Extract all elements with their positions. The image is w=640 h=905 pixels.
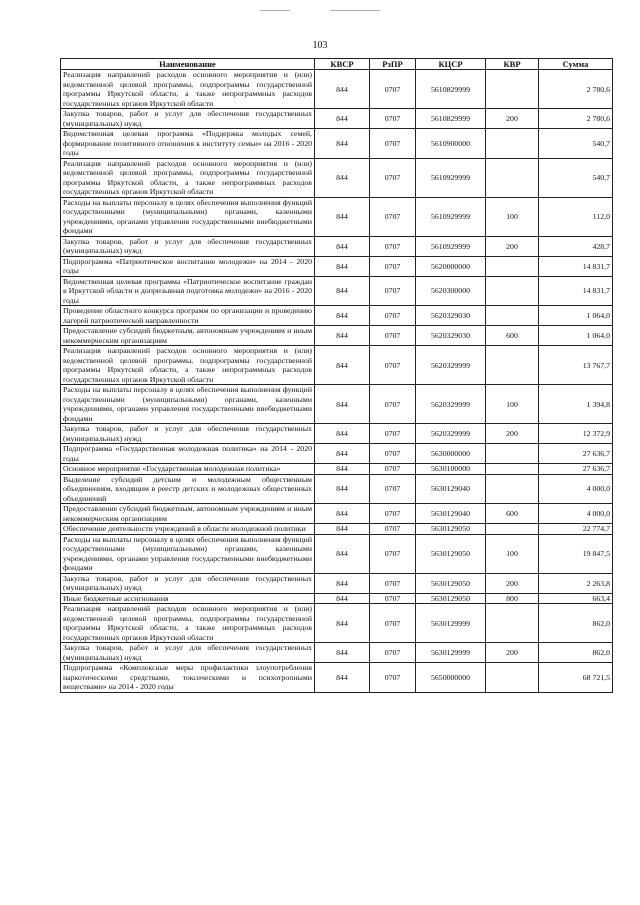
rzpr-cell: 0707 xyxy=(370,276,416,306)
rzpr-cell: 0707 xyxy=(370,663,416,693)
table-row xyxy=(61,604,613,643)
sum-cell: 428,7 xyxy=(539,236,613,256)
sum-cell: 14 831,7 xyxy=(539,276,613,306)
rzpr-cell: 0707 xyxy=(370,70,416,109)
table-header-row xyxy=(61,59,613,70)
rzpr-cell: 0707 xyxy=(370,593,416,604)
kvsr-cell: 844 xyxy=(315,504,370,524)
column-header-kvr: КВР xyxy=(486,59,539,70)
table-row xyxy=(61,256,613,276)
kvr-cell xyxy=(486,129,539,159)
kcsr-cell: 5610929999 xyxy=(416,158,486,197)
kvr-cell xyxy=(486,464,539,475)
sum-cell: 4 000,0 xyxy=(539,474,613,504)
name-cell: Расходы на выплаты персоналу в целях обеспечения выполнения функций государственными (муниципальными) органами, казенными учреждениями, органами управления государственными внебюджетными фондами xyxy=(61,534,315,573)
table-row xyxy=(61,573,613,593)
kcsr-cell: 5620000000 xyxy=(416,256,486,276)
rzpr-cell: 0707 xyxy=(370,604,416,643)
kvsr-cell: 844 xyxy=(315,604,370,643)
name-cell: Проведение областного конкурса программ по организации и проведению лагерей патриотической направленности xyxy=(61,306,315,326)
sum-cell: 27 636,7 xyxy=(539,464,613,475)
kcsr-cell: 5630129040 xyxy=(416,504,486,524)
kvsr-cell: 844 xyxy=(315,643,370,663)
table-row xyxy=(61,70,613,109)
kvr-cell xyxy=(486,474,539,504)
rzpr-cell: 0707 xyxy=(370,573,416,593)
kvr-cell xyxy=(486,70,539,109)
rzpr-cell: 0707 xyxy=(370,524,416,535)
sum-cell: 2 263,8 xyxy=(539,573,613,593)
kvsr-cell: 844 xyxy=(315,326,370,346)
rzpr-cell: 0707 xyxy=(370,643,416,663)
kcsr-cell: 5650000000 xyxy=(416,663,486,693)
sum-cell: 663,4 xyxy=(539,593,613,604)
kcsr-cell: 5610900000 xyxy=(416,129,486,159)
kcsr-cell: 5610929999 xyxy=(416,236,486,256)
kvsr-cell: 844 xyxy=(315,70,370,109)
kvsr-cell: 844 xyxy=(315,593,370,604)
kvr-cell: 600 xyxy=(486,326,539,346)
rzpr-cell: 0707 xyxy=(370,385,416,424)
table-row xyxy=(61,326,613,346)
rzpr-cell: 0707 xyxy=(370,346,416,385)
kcsr-cell: 5610829999 xyxy=(416,109,486,129)
kvr-cell xyxy=(486,346,539,385)
kvr-cell xyxy=(486,663,539,693)
table-row xyxy=(61,534,613,573)
kvr-cell xyxy=(486,158,539,197)
sum-cell: 862,0 xyxy=(539,643,613,663)
kvr-cell xyxy=(486,256,539,276)
kvr-cell xyxy=(486,444,539,464)
sum-cell: 27 636,7 xyxy=(539,444,613,464)
table-row xyxy=(61,197,613,236)
sum-cell: 14 831,7 xyxy=(539,256,613,276)
sum-cell: 1 064,0 xyxy=(539,306,613,326)
name-cell: Подпрограмма «Патриотическое воспитание молодежи» на 2014 - 2020 годы xyxy=(61,256,315,276)
sum-cell: 1 064,0 xyxy=(539,326,613,346)
name-cell: Реализация направлений расходов основного мероприятия и (или) ведомственной целевой программы, подпрограммы государственной программы Иркутской области, а также непрограммных расходов государственных органов Иркутской области xyxy=(61,70,315,109)
kvsr-cell: 844 xyxy=(315,306,370,326)
table-row xyxy=(61,276,613,306)
sum-cell: 862,0 xyxy=(539,604,613,643)
kvsr-cell: 844 xyxy=(315,346,370,385)
table-row xyxy=(61,464,613,475)
kvr-cell: 800 xyxy=(486,593,539,604)
rzpr-cell: 0707 xyxy=(370,326,416,346)
kvsr-cell: 844 xyxy=(315,109,370,129)
name-cell: Предоставление субсидий бюджетным, автономным учреждениям и иным некоммерческим организациям xyxy=(61,326,315,346)
kcsr-cell: 5620329030 xyxy=(416,326,486,346)
table-row xyxy=(61,444,613,464)
table-row xyxy=(61,129,613,159)
kvsr-cell: 844 xyxy=(315,256,370,276)
kcsr-cell: 5630129050 xyxy=(416,573,486,593)
rzpr-cell: 0707 xyxy=(370,109,416,129)
name-cell: Предоставление субсидий бюджетным, автономным учреждениям и иным некоммерческим организациям xyxy=(61,504,315,524)
kvsr-cell: 844 xyxy=(315,444,370,464)
kvr-cell: 100 xyxy=(486,385,539,424)
kcsr-cell: 5620329999 xyxy=(416,424,486,444)
budget-table xyxy=(60,58,613,693)
kvsr-cell: 844 xyxy=(315,158,370,197)
kvsr-cell: 844 xyxy=(315,534,370,573)
name-cell: Реализация направлений расходов основного мероприятия и (или) ведомственной целевой программы, подпрограммы государственной программы Иркутской области, а также непрограммных расходов государственных органов Иркутской области xyxy=(61,158,315,197)
kvsr-cell: 844 xyxy=(315,524,370,535)
kcsr-cell: 5630129050 xyxy=(416,593,486,604)
rzpr-cell: 0707 xyxy=(370,424,416,444)
name-cell: Реализация направлений расходов основного мероприятия и (или) ведомственной целевой программы, подпрограммы государственной программы Иркутской области, а также непрограммных расходов государственных органов Иркутской области xyxy=(61,346,315,385)
column-header-kcsr: КЦСР xyxy=(416,59,486,70)
kvr-cell: 200 xyxy=(486,109,539,129)
name-cell: Закупка товаров, работ и услуг для обеспечения государственных (муниципальных) нужд xyxy=(61,236,315,256)
sum-cell: 13 767,7 xyxy=(539,346,613,385)
name-cell: Иные бюджетные ассигнования xyxy=(61,593,315,604)
rzpr-cell: 0707 xyxy=(370,504,416,524)
sum-cell: 4 000,0 xyxy=(539,504,613,524)
table-row xyxy=(61,643,613,663)
table-row xyxy=(61,109,613,129)
kvr-cell: 100 xyxy=(486,534,539,573)
rzpr-cell: 0707 xyxy=(370,534,416,573)
name-cell: Реализация направлений расходов основного мероприятия и (или) ведомственной целевой программы, подпрограммы государственной программы Иркутской области, а также непрограммных расходов государственных органов Иркутской области xyxy=(61,604,315,643)
kvr-cell: 100 xyxy=(486,197,539,236)
scan-artifact-line xyxy=(260,10,290,11)
table-row xyxy=(61,306,613,326)
kvsr-cell: 844 xyxy=(315,385,370,424)
name-cell: Закупка товаров, работ и услуг для обеспечения государственных (муниципальных) нужд xyxy=(61,424,315,444)
kcsr-cell: 5630129999 xyxy=(416,643,486,663)
rzpr-cell: 0707 xyxy=(370,197,416,236)
kcsr-cell: 5630100000 xyxy=(416,464,486,475)
kvsr-cell: 844 xyxy=(315,129,370,159)
rzpr-cell: 0707 xyxy=(370,474,416,504)
kvr-cell xyxy=(486,604,539,643)
kvr-cell xyxy=(486,276,539,306)
name-cell: Закупка товаров, работ и услуг для обеспечения государственных (муниципальных) нужд xyxy=(61,573,315,593)
sum-cell: 112,0 xyxy=(539,197,613,236)
table-row xyxy=(61,524,613,535)
kcsr-cell: 5620329999 xyxy=(416,385,486,424)
table-row xyxy=(61,346,613,385)
column-header-rzpr: РзПР xyxy=(370,59,416,70)
scan-artifact-line xyxy=(330,10,380,11)
sum-cell: 19 847,5 xyxy=(539,534,613,573)
kvr-cell: 200 xyxy=(486,573,539,593)
name-cell: Подпрограмма «Комплексные меры профилактики злоупотребления наркотическими средствами, токсическими и психотропными веществами» на 2014 - 2020 годы xyxy=(61,663,315,693)
table-row xyxy=(61,663,613,693)
kvsr-cell: 844 xyxy=(315,236,370,256)
kcsr-cell: 5620300000 xyxy=(416,276,486,306)
rzpr-cell: 0707 xyxy=(370,236,416,256)
sum-cell: 12 372,9 xyxy=(539,424,613,444)
kvr-cell: 200 xyxy=(486,236,539,256)
rzpr-cell: 0707 xyxy=(370,158,416,197)
table-body xyxy=(61,70,613,693)
table-row xyxy=(61,424,613,444)
table-row xyxy=(61,474,613,504)
table-row xyxy=(61,158,613,197)
kcsr-cell: 5630129050 xyxy=(416,524,486,535)
kvr-cell: 200 xyxy=(486,424,539,444)
kvsr-cell: 844 xyxy=(315,197,370,236)
kvsr-cell: 844 xyxy=(315,573,370,593)
kcsr-cell: 5620329030 xyxy=(416,306,486,326)
kcsr-cell: 5630129999 xyxy=(416,604,486,643)
kvsr-cell: 844 xyxy=(315,474,370,504)
name-cell: Закупка товаров, работ и услуг для обеспечения государственных (муниципальных) нужд xyxy=(61,109,315,129)
table-row xyxy=(61,385,613,424)
kcsr-cell: 5630129050 xyxy=(416,534,486,573)
kcsr-cell: 5620329999 xyxy=(416,346,486,385)
kcsr-cell: 5630000000 xyxy=(416,444,486,464)
sum-cell: 540,7 xyxy=(539,158,613,197)
sum-cell: 22 774,7 xyxy=(539,524,613,535)
kvr-cell xyxy=(486,306,539,326)
name-cell: Ведомственная целевая программа «Поддержка молодых семей, формирование позитивного отношения к институту семьи» на 2016 - 2020 годы xyxy=(61,129,315,159)
rzpr-cell: 0707 xyxy=(370,306,416,326)
sum-cell: 540,7 xyxy=(539,129,613,159)
kcsr-cell: 5610829999 xyxy=(416,70,486,109)
rzpr-cell: 0707 xyxy=(370,129,416,159)
table-row xyxy=(61,593,613,604)
name-cell: Закупка товаров, работ и услуг для обеспечения государственных (муниципальных) нужд xyxy=(61,643,315,663)
column-header-kvsr: КВСР xyxy=(315,59,370,70)
sum-cell: 2 780,6 xyxy=(539,70,613,109)
page-number: 103 xyxy=(312,40,328,51)
sum-cell: 68 721,5 xyxy=(539,663,613,693)
kvr-cell xyxy=(486,524,539,535)
name-cell: Выделение субсидий детским и молодежным общественным объединениям, входящим в реестр детских и молодежных общественных объединений xyxy=(61,474,315,504)
sum-cell: 2 780,6 xyxy=(539,109,613,129)
name-cell: Подпрограмма «Государственная молодежная политика» на 2014 - 2020 годы xyxy=(61,444,315,464)
rzpr-cell: 0707 xyxy=(370,256,416,276)
kcsr-cell: 5630129040 xyxy=(416,474,486,504)
name-cell: Расходы на выплаты персоналу в целях обеспечения выполнения функций государственными (муниципальными) органами, казенными учреждениями, органами управления государственными внебюджетными фондами xyxy=(61,385,315,424)
table-row xyxy=(61,504,613,524)
kvr-cell: 600 xyxy=(486,504,539,524)
table-row xyxy=(61,236,613,256)
rzpr-cell: 0707 xyxy=(370,464,416,475)
kvsr-cell: 844 xyxy=(315,663,370,693)
kvsr-cell: 844 xyxy=(315,424,370,444)
column-header-sum: Сумма xyxy=(539,59,613,70)
name-cell: Основное мероприятие «Государственная молодежная политика» xyxy=(61,464,315,475)
kvsr-cell: 844 xyxy=(315,276,370,306)
name-cell: Расходы на выплаты персоналу в целях обеспечения выполнения функций государственными (муниципальными) органами, казенными учреждениями, органами управления государственными внебюджетными фондами xyxy=(61,197,315,236)
kvsr-cell: 844 xyxy=(315,464,370,475)
column-header-name: Наименование xyxy=(61,59,315,70)
name-cell: Обеспечение деятельности учреждений в области молодежной политики xyxy=(61,524,315,535)
sum-cell: 1 394,8 xyxy=(539,385,613,424)
kvr-cell: 200 xyxy=(486,643,539,663)
rzpr-cell: 0707 xyxy=(370,444,416,464)
kcsr-cell: 5610929999 xyxy=(416,197,486,236)
name-cell: Ведомственная целевая программа «Патриотическое воспитание граждан в Иркутской области и допризывная подготовка молодежи» на 2016 - 2020 годы xyxy=(61,276,315,306)
